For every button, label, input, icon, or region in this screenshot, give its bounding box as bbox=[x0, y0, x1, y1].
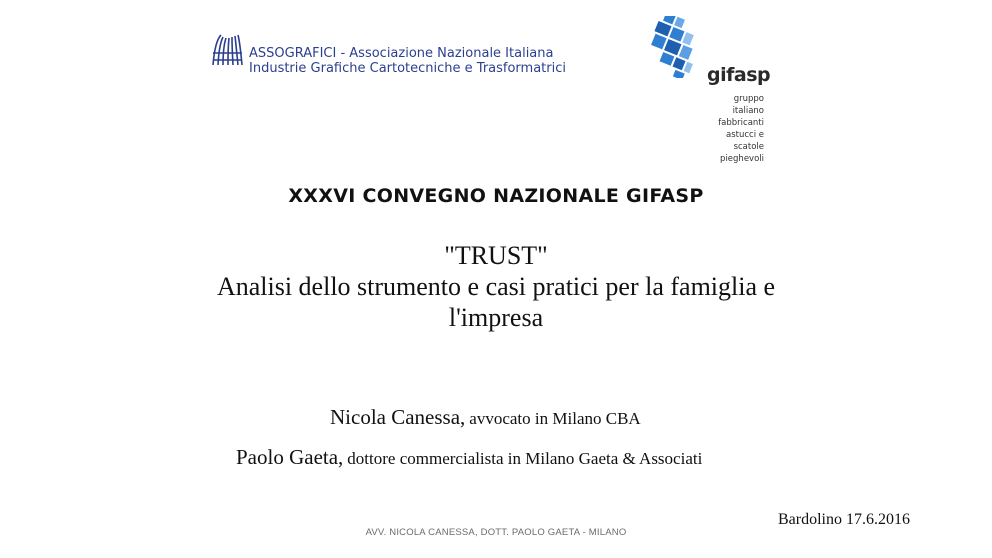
tagline-line: pieghevoli bbox=[720, 154, 764, 164]
assografici-line-2: Industrie Grafiche Cartotecniche e Trasformatrici bbox=[249, 61, 566, 76]
speaker-name: Nicola Canessa, bbox=[330, 405, 466, 429]
tagline-line: gruppo bbox=[733, 94, 764, 104]
assografici-name bbox=[249, 46, 566, 76]
speaker-role: avvocato in Milano CBA bbox=[469, 409, 641, 428]
assografici-logo-icon bbox=[211, 33, 243, 67]
speaker-1 bbox=[330, 405, 641, 430]
talk-title bbox=[0, 240, 992, 333]
tagline-line: fabbricanti bbox=[718, 118, 764, 128]
tagline-line: scatole bbox=[733, 142, 764, 152]
talk-title-line-1: "TRUST" bbox=[444, 241, 548, 270]
talk-title-line-2: Analisi dello strumento e casi pratici per la famiglia e bbox=[216, 272, 776, 301]
tagline-line: astucci e bbox=[726, 130, 764, 140]
tagline-line: italiano bbox=[732, 106, 764, 116]
event-date: Bardolino 17.6.2016 bbox=[778, 511, 910, 528]
gifasp-tagline bbox=[704, 93, 764, 165]
speaker-role: dottore commercialista in Milano Gaeta & Associati bbox=[347, 449, 703, 468]
slide-footer: AVV. NICOLA CANESSA, DOTT. PAOLO GAETA - MILANO bbox=[365, 527, 627, 538]
gifasp-name: gifasp bbox=[707, 64, 771, 86]
speaker-name: Paolo Gaeta, bbox=[236, 445, 344, 469]
convegno-heading: XXXVI CONVEGNO NAZIONALE GIFASP bbox=[288, 185, 704, 207]
gifasp-logo-icon bbox=[644, 16, 706, 78]
speaker-2 bbox=[236, 445, 702, 470]
talk-title-line-3: l'impresa bbox=[448, 303, 544, 332]
assografici-line-1: ASSOGRAFICI - Associazione Nazionale Italiana bbox=[249, 46, 554, 61]
